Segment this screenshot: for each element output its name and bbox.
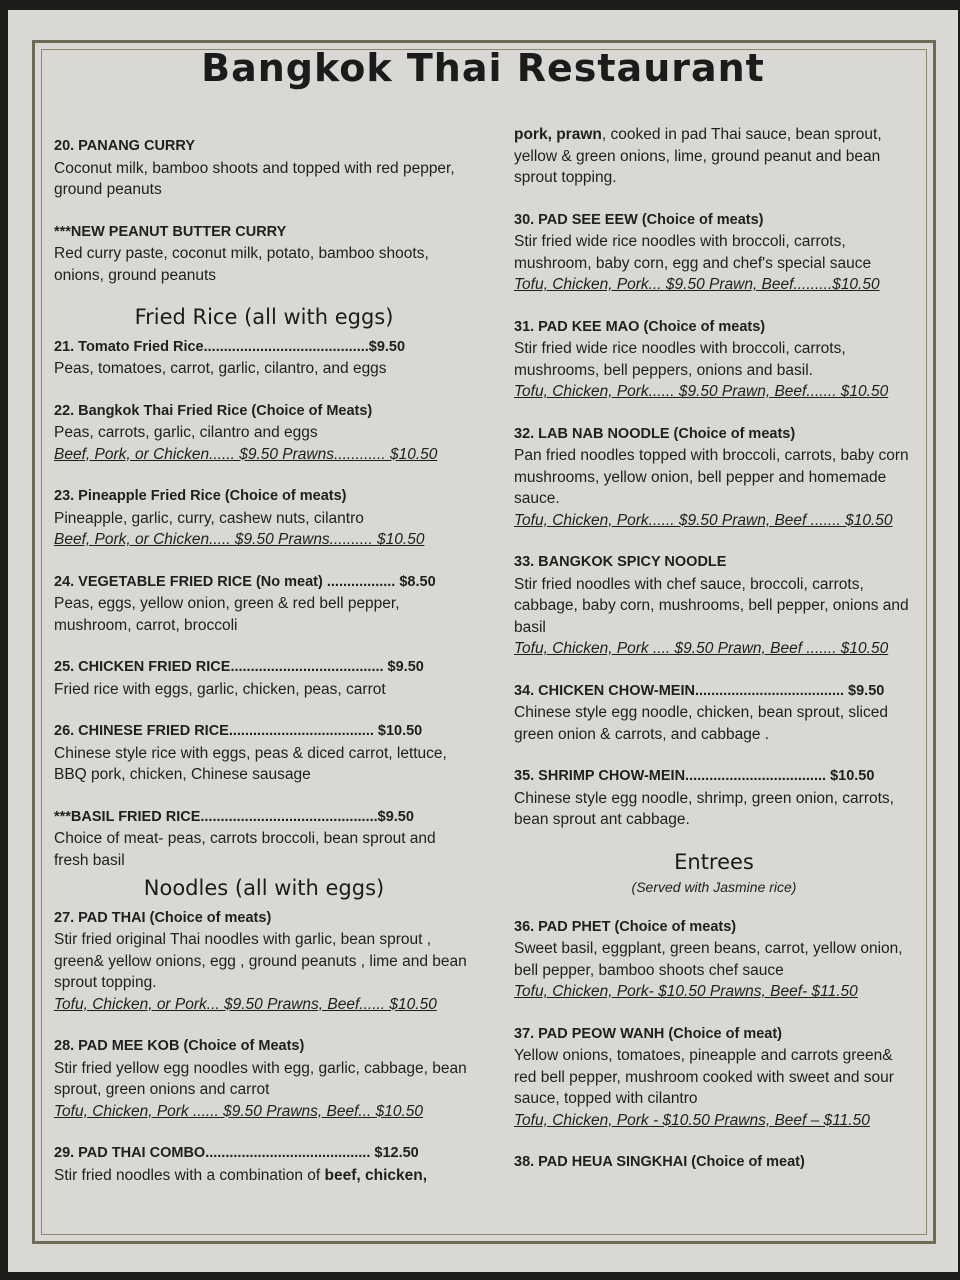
- item-description: Yellow onions, tomatoes, pineapple and carrots green& red bell pepper, mushroom cooked with sweet and sour sauce, topped with cilantro: [514, 1047, 894, 1107]
- menu-item: [54, 401, 474, 466]
- menu-item: [54, 222, 474, 287]
- item-title: 21. Tomato Fried Rice.........................................$9.50: [54, 338, 406, 355]
- item-title: 22. Bangkok Thai Fried Rice (Choice of Meats): [54, 402, 373, 419]
- item-price-line: Beef, Pork, or Chicken...... $9.50 Prawns............ $10.50: [54, 445, 438, 463]
- item-title: 27. PAD THAI (Choice of meats): [54, 909, 272, 926]
- item-description: Red curry paste, coconut milk, potato, bamboo shoots, onions, ground peanuts: [54, 245, 429, 284]
- item-description: Pineapple, garlic, curry, cashew nuts, cilantro: [54, 509, 364, 527]
- item-description: Pan fried noodles topped with broccoli, carrots, baby corn mushrooms, yellow onion, bell pepper and homemade sauce.: [514, 447, 909, 507]
- item-price-line: Beef, Pork, or Chicken..... $9.50 Prawns.......... $10.50: [54, 531, 425, 548]
- item-description: Coconut milk, bamboo shoots and topped with red pepper, ground peanuts: [54, 159, 455, 198]
- item-description: Chinese style rice with eggs, peas & diced carrot, lettuce, BBQ pork, chicken, Chinese sausage: [54, 744, 447, 783]
- menu-item: [54, 1143, 474, 1186]
- combo-desc-text: Stir fried noodles with a combination of: [54, 1166, 325, 1184]
- left-column: [54, 136, 474, 1207]
- restaurant-title: Bangkok Thai Restaurant: [201, 46, 765, 90]
- item-price-line: Tofu, Chicken, or Pork... $9.50 Prawns, Beef...... $10.50: [54, 995, 437, 1013]
- item-title: 37. PAD PEOW WANH (Choice of meat): [514, 1025, 783, 1042]
- entrees-heading: Entrees: [674, 849, 754, 874]
- fried-rice-heading: Fried Rice (all with eggs): [134, 305, 394, 329]
- menu-item: [514, 552, 914, 660]
- menu-item: [54, 807, 474, 872]
- item-description: Stir fried wide rice noodles with broccoli, carrots, mushroom, baby corn, egg and chef's special sauce: [514, 233, 872, 272]
- item-price-line: Tofu, Chicken, Pork .... $9.50 Prawn, Beef ....... $10.50: [514, 640, 889, 657]
- item-title: 25. CHICKEN FRIED RICE...................................... $9.50: [54, 659, 424, 675]
- item-title: 28. PAD MEE KOB (Choice of Meats): [54, 1038, 305, 1054]
- item-description: Sweet basil, eggplant, green beans, carrot, yellow onion, bell pepper, bamboo shoots chef sauce: [514, 940, 903, 979]
- item-price-line: Tofu, Chicken, Pork - $10.50 Prawns, Beef – $11.50: [514, 1111, 870, 1129]
- menu-item: [514, 1024, 914, 1132]
- menu-item: [514, 317, 914, 403]
- item-title: 32. LAB NAB NOODLE (Choice of meats): [514, 425, 796, 442]
- item-price-line: Tofu, Chicken, Pork- $10.50 Prawns, Beef- $11.50: [514, 983, 858, 1000]
- item-description: Choice of meat- peas, carrots broccoli, bean sprout and fresh basil: [54, 830, 436, 869]
- menu-item: [514, 917, 914, 1003]
- item-title: 36. PAD PHET (Choice of meats): [514, 918, 737, 935]
- item-title: 23. Pineapple Fried Rice (Choice of meats): [54, 488, 347, 504]
- item-title: 31. PAD KEE MAO (Choice of meats): [514, 318, 766, 335]
- menu-item: [54, 721, 474, 786]
- item-description: Stir fried yellow egg noodles with egg, garlic, cabbage, bean sprout, green onions and carrot: [54, 1059, 467, 1098]
- menu-sheet: [8, 10, 958, 1272]
- item-description: Stir fried original Thai noodles with garlic, bean sprout , green& yellow onions, egg , ground peanuts , lime and bean sprout topping.: [54, 931, 467, 991]
- menu-item: [514, 681, 914, 746]
- item-title: 20. PANANG CURRY: [54, 138, 195, 154]
- right-column: [514, 124, 914, 1195]
- item-title: 33. BANGKOK SPICY NOODLE: [514, 554, 727, 570]
- item-title: 38. PAD HEUA SINGKHAI (Choice of meat): [514, 1154, 805, 1170]
- item-description: Peas, eggs, yellow onion, green & red bell pepper, mushroom, carrot, broccoli: [54, 595, 400, 634]
- menu-item: [54, 908, 474, 1016]
- item-title: 30. PAD SEE EEW (Choice of meats): [514, 211, 764, 228]
- menu-item: [54, 1036, 474, 1122]
- item-title: ***BASIL FRIED RICE............................................$9.50: [54, 808, 414, 825]
- item-description: Peas, tomatoes, carrot, garlic, cilantro, and eggs: [54, 360, 387, 377]
- item-price-line: Tofu, Chicken, Pork...... $9.50 Prawn, Beef....... $10.50: [514, 383, 889, 400]
- item-description: Chinese style egg noodle, shrimp, green onion, carrots, bean sprout ant cabbage.: [514, 789, 894, 828]
- menu-item: [54, 572, 474, 637]
- combo-cont-text: , cooked in pad Thai sauce, bean sprout, yellow & green onions, lime, ground peanut and bean sprout topping.: [514, 126, 882, 186]
- menu-item: [54, 337, 474, 380]
- menu-item: [514, 1152, 914, 1174]
- noodles-heading: Noodles (all with eggs): [143, 876, 385, 900]
- menu-item: [514, 766, 914, 831]
- item-title: 34. CHICKEN CHOW-MEIN..................................... $9.50: [514, 682, 885, 699]
- menu-item: [54, 486, 474, 551]
- menu-item: [514, 424, 914, 532]
- menu-item: [54, 657, 474, 700]
- item-price-line: Tofu, Chicken, Pork... $9.50 Prawn, Beef.........$10.50: [514, 276, 880, 293]
- entrees-note: (Served with Jasmine rice): [631, 879, 797, 895]
- item-description: Stir fried noodles with chef sauce, broccoli, carrots, cabbage, baby corn, mushrooms, bell pepper, onions and basil: [514, 575, 909, 636]
- item-price-line: Tofu, Chicken, Pork...... $9.50 Prawn, Beef ....... $10.50: [514, 511, 893, 529]
- item-price-line: Tofu, Chicken, Pork ...... $9.50 Prawns, Beef... $10.50: [54, 1102, 424, 1120]
- combo-continuation: [514, 124, 914, 189]
- item-title: 24. VEGETABLE FRIED RICE (No meat) ................. $8.50: [54, 573, 436, 590]
- item-description: [54, 1165, 474, 1187]
- menu-item: [54, 136, 474, 201]
- combo-cont-bold: pork, prawn: [514, 126, 602, 143]
- menu-item: [514, 210, 914, 296]
- item-description: Stir fried wide rice noodles with broccoli, carrots, mushrooms, bell peppers, onions and basil.: [514, 340, 846, 379]
- item-title: 35. SHRIMP CHOW-MEIN................................... $10.50: [514, 768, 875, 784]
- item-title: 26. CHINESE FRIED RICE.................................... $10.50: [54, 723, 423, 739]
- item-description: Fried rice with eggs, garlic, chicken, peas, carrot: [54, 680, 386, 698]
- item-description: Chinese style egg noodle, chicken, bean sprout, sliced green onion & carrots, and cabbage .: [514, 704, 888, 743]
- item-description: Peas, carrots, garlic, cilantro and eggs: [54, 424, 318, 441]
- item-title: 29. PAD THAI COMBO......................................... $12.50: [54, 1145, 419, 1161]
- combo-desc-bold: beef, chicken,: [324, 1166, 428, 1184]
- item-title: ***NEW PEANUT BUTTER CURRY: [54, 223, 287, 240]
